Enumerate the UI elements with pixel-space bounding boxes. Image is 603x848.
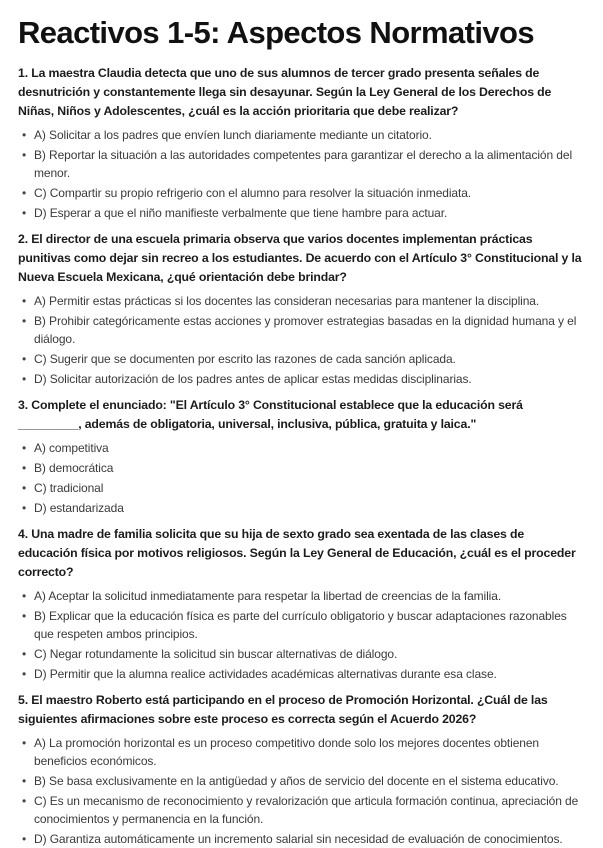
option-text: B) Reportar la situación a las autoridades competentes para garantizar el derecho a la alimentación del menor. — [34, 148, 573, 180]
bullet-icon: • — [22, 774, 27, 788]
option-text: A) Solicitar a los padres que envíen lunch diariamente mediante un citatorio. — [34, 128, 432, 142]
question-text: 2. El director de una escuela primaria observa que varios docentes implementan prácticas punitivas como dejar sin recreo a los estudiantes. De acuerdo con el Artículo 3° Constitucional y la Nueva Escuela Mexicana, ¿qué orientación debe brindar? — [18, 232, 582, 284]
question-5 — [18, 691, 585, 848]
option-text: A) Permitir estas prácticas si los docentes las consideran necesarias para mantener la disciplina. — [34, 294, 540, 308]
bullet-icon: • — [22, 736, 27, 750]
question-2 — [18, 230, 585, 388]
option-a — [18, 734, 585, 770]
option-text: C) Es un mecanismo de reconocimiento y revalorización que articula formación continua, apreciación de conocimientos y permanencia en la función. — [34, 794, 579, 826]
option-text: D) Garantiza automáticamente un incremento salarial sin necesidad de evaluación de conocimientos. — [34, 832, 563, 846]
option-text: A) La promoción horizontal es un proceso competitivo donde solo los mejores docentes obtienen beneficios económicos. — [34, 736, 540, 768]
bullet-icon: • — [22, 372, 27, 386]
option-d — [18, 204, 585, 222]
option-d — [18, 830, 585, 848]
option-text: A) Aceptar la solicitud inmediatamente para respetar la libertad de creencias de la familia. — [34, 589, 502, 603]
bullet-icon: • — [22, 832, 27, 846]
option-a — [18, 439, 585, 457]
bullet-icon: • — [22, 501, 27, 515]
option-text: C) Sugerir que se documenten por escrito las razones de cada sanción aplicada. — [34, 352, 456, 366]
option-text: D) estandarizada — [34, 501, 124, 515]
question-1 — [18, 64, 585, 222]
option-c — [18, 184, 585, 202]
option-a — [18, 292, 585, 310]
bullet-icon: • — [22, 589, 27, 603]
bullet-icon: • — [22, 314, 27, 328]
option-b — [18, 312, 585, 348]
option-text: D) Permitir que la alumna realice actividades académicas alternativas durante esa clase. — [34, 667, 497, 681]
option-text: B) Explicar que la educación física es parte del currículo obligatorio y buscar adaptaciones razonables que respeten ambos principios. — [34, 609, 567, 641]
option-b — [18, 146, 585, 182]
options-list — [18, 126, 585, 222]
option-d — [18, 665, 585, 683]
option-text: C) Compartir su propio refrigerio con el alumno para resolver la situación inmediata. — [34, 186, 472, 200]
bullet-icon: • — [22, 794, 27, 808]
page-title: Reactivos 1-5: Aspectos Normativos — [18, 15, 534, 50]
bullet-icon: • — [22, 609, 27, 623]
bullet-icon: • — [22, 352, 27, 366]
option-text: A) competitiva — [34, 441, 109, 455]
options-list — [18, 292, 585, 388]
option-c — [18, 350, 585, 368]
option-b — [18, 459, 585, 477]
question-text: 3. Complete el enunciado: "El Artículo 3° Constitucional establece que la educación será _________, además de obligatoria, universal, inclusiva, pública, gratuita y laica." — [18, 398, 523, 431]
option-text: B) democrática — [34, 461, 114, 475]
option-c — [18, 479, 585, 497]
bullet-icon: • — [22, 481, 27, 495]
option-text: D) Esperar a que el niño manifieste verbalmente que tiene hambre para actuar. — [34, 206, 448, 220]
question-text: 5. El maestro Roberto está participando en el proceso de Promoción Horizontal. ¿Cuál de las siguientes afirmaciones sobre este proceso es correcta según el Acuerdo 2026? — [18, 693, 548, 726]
option-d — [18, 370, 585, 388]
bullet-icon: • — [22, 667, 27, 681]
bullet-icon: • — [22, 206, 27, 220]
options-list — [18, 587, 585, 683]
bullet-icon: • — [22, 461, 27, 475]
option-a — [18, 587, 585, 605]
question-3 — [18, 396, 585, 517]
option-c — [18, 792, 585, 828]
option-text: C) Negar rotundamente la solicitud sin buscar alternativas de diálogo. — [34, 647, 398, 661]
question-text: 4. Una madre de familia solicita que su hija de sexto grado sea exentada de las clases de educación física por motivos religiosos. Según la Ley General de Educación, ¿cuál es el proceder correcto? — [18, 527, 576, 579]
option-text: D) Solicitar autorización de los padres antes de aplicar estas medidas disciplinarias. — [34, 372, 472, 386]
question-text: 1. La maestra Claudia detecta que uno de sus alumnos de tercer grado presenta señales de desnutrición y constantemente llega sin desayunar. Según la Ley General de los Derechos de Niñas, Niños y Adolescentes, ¿cuál es la acción prioritaria que debe realizar? — [18, 66, 552, 118]
bullet-icon: • — [22, 148, 27, 162]
options-list — [18, 734, 585, 848]
question-4 — [18, 525, 585, 683]
option-text: B) Prohibir categóricamente estas acciones y promover estrategias basadas en la dignidad humana y el diálogo. — [34, 314, 577, 346]
options-list — [18, 439, 585, 517]
bullet-icon: • — [22, 128, 27, 142]
option-b — [18, 607, 585, 643]
bullet-icon: • — [22, 441, 27, 455]
option-c — [18, 645, 585, 663]
bullet-icon: • — [22, 186, 27, 200]
option-b — [18, 772, 585, 790]
bullet-icon: • — [22, 647, 27, 661]
option-text: B) Se basa exclusivamente en la antigüedad y años de servicio del docente en el sistema educativo. — [34, 774, 559, 788]
bullet-icon: • — [22, 294, 27, 308]
option-text: C) tradicional — [34, 481, 104, 495]
option-a — [18, 126, 585, 144]
option-d — [18, 499, 585, 517]
